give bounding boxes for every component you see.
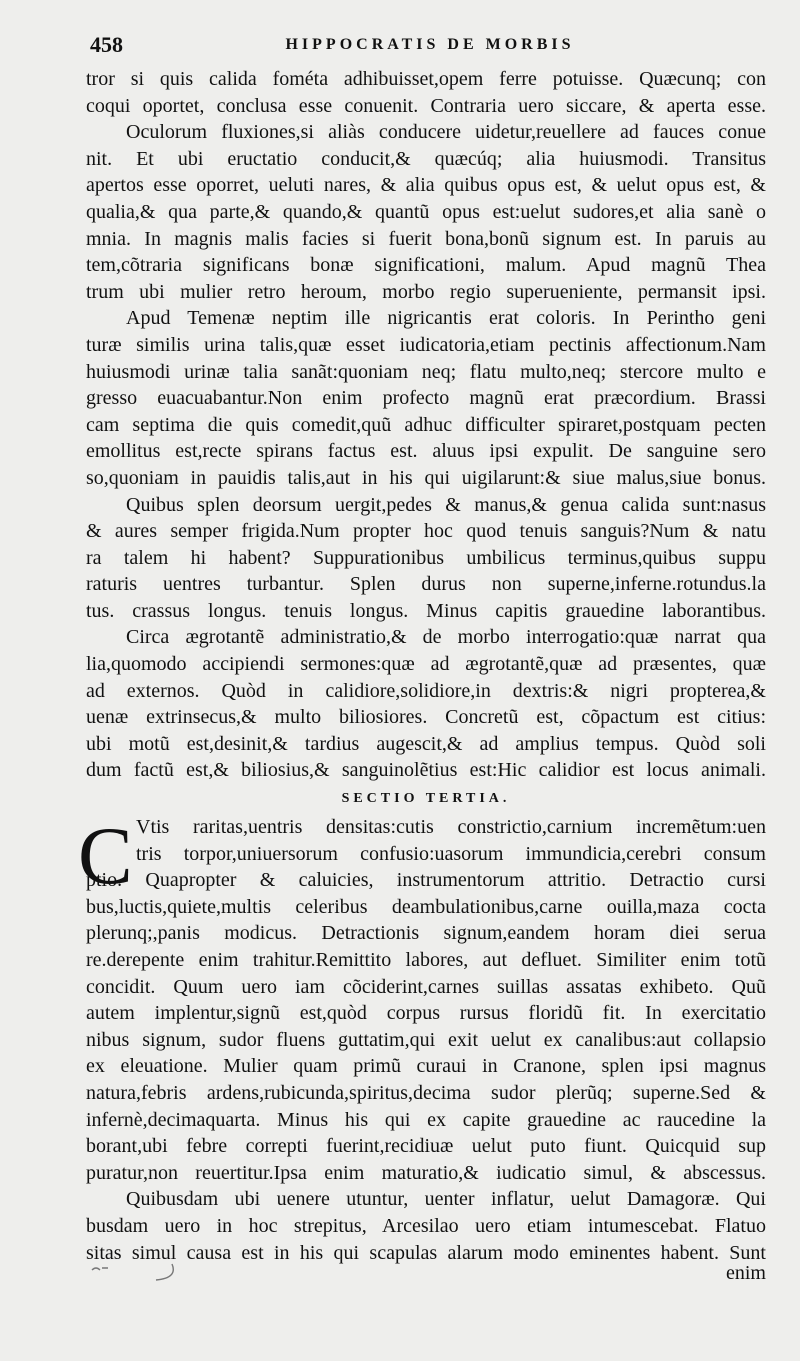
- text-line: Quibus splen deorsum uergit,pedes & manus,& genua calida sunt:nasus: [126, 493, 766, 516]
- text-line: ptio. Quapropter & caluicies, instrumentorum attritio. Detractio cursi: [86, 869, 766, 892]
- text-line: ex eleuatione. Mulier quam primũ curaui in Cranone, splen ipsi magnus: [86, 1055, 766, 1078]
- catchword: enim: [726, 1262, 766, 1284]
- text-line: natura,febris ardens,rubicunda,spiritus,decima sudor plerũq; superne.Sed &: [86, 1081, 766, 1104]
- section-title: SECTIO TERTIA.: [341, 791, 511, 807]
- text-line: plerunq;,panis modicus. Detractionis signum,eandem horam diei serua: [86, 922, 766, 945]
- text-line: ra talem hi habent? Suppurationibus umbilicus terminus,quibus suppu: [86, 546, 766, 569]
- text-line: so,quoniam in pauidis talis,aut in his qui uigilarunt:& siue malus,siue bonus.: [86, 466, 766, 489]
- text-line: busdam uero in hoc strepitus, Arcesilao uero etiam intumescebat. Flatuo: [86, 1214, 766, 1237]
- page-header: [90, 32, 770, 62]
- text-line: sitas simul causa est in his qui scapulas alarum modo eminentes habent. Sunt: [86, 1241, 766, 1264]
- text-line: Quibusdam ubi uenere utuntur, uenter inflatur, uelut Damagoræ. Qui: [126, 1188, 766, 1211]
- text-line: turæ similis urina talis,quæ esset iudicatoria,etiam pectinis affectionum.Nam: [86, 333, 766, 356]
- text-line: raturis uentres turbantur. Splen durus non superne,inferne.rotundus.la: [86, 573, 766, 596]
- text-line: lia,quomodo accipiendi sermones:quæ ad ægrotantẽ,quæ ad præsentes, quæ: [86, 653, 766, 676]
- text-line: coqui oportet, conclusa esse conuenit. Contraria uero siccare, & aperta esse.: [86, 94, 766, 117]
- drop-cap: C: [78, 810, 133, 902]
- text-line: autem implentur,signũ est,quòd corpus rursus floridũ fit. In exercitatio: [86, 1002, 766, 1025]
- text-line: borant,ubi febre correpti fuerint,recidiuæ uelut puto fiunt. Quicquid sup: [86, 1135, 766, 1158]
- text-line: re.derepente enim trahitur.Remittito labores, aut defluet. Similiter enim totũ: [86, 949, 766, 971]
- text-line: mnia. In magnis malis facies si fuerit bona,bonũ signum est. In paruis au: [86, 227, 766, 250]
- text-block-after: [86, 814, 766, 1266]
- text-line: Apud Temenæ neptim ille nigricantis erat coloris. In Perintho geni: [126, 307, 766, 330]
- text-line: bus,luctis,quiete,multis celeribus deambulationibus,carne ouilla,maza cocta: [86, 895, 766, 918]
- text-line: Vtis raritas,uentris densitas:cutis constrictio,carnium incremẽtum:uen: [136, 816, 766, 839]
- text-line: cam septima die quis comedit,quũ adhuc difficulter spiraret,postquam pecten: [86, 413, 766, 436]
- text-line: emollitus est,recte spirans factus est. aluus ipsi expulit. De sanguine sero: [86, 440, 766, 463]
- page-number: 458: [90, 32, 123, 57]
- text-line: nit. Et ubi eructatio conducit,& quæcúq; alia huiusmodi. Transitus: [86, 147, 766, 170]
- text-line: huiusmodi urinæ talia sanãt:quoniam neq; flatu multo,neq; stercore multo e: [86, 360, 766, 383]
- text-line: ubi motũ est,desinit,& tardius augescit,& ad amplius tempus. Quòd soli: [86, 732, 766, 755]
- body-text: [78, 66, 766, 1266]
- section-opening: [78, 810, 766, 1266]
- text-line: concidit. Quum uero iam cõciderint,carnes suillas assatas exhibeto. Quũ: [86, 975, 766, 998]
- text-line: dum factũ est,& biliosius,& sanguinolẽtius est:Hic calidior est locus animali.: [86, 759, 766, 782]
- text-line: & aures semper frigida.Num propter hoc quod tenuis sanguis?Num & natu: [86, 520, 766, 543]
- text-line: uenæ extrinsecus,& multo biliosiores. Concretũ est, cõpactum est citius:: [86, 706, 766, 729]
- ink-smudge: [84, 1256, 204, 1286]
- text-line: apertos esse oporret, ueluti nares, & alia quibus opus est, & uelut opus est, &: [86, 174, 766, 197]
- text-line: infernè,decimaquarta. Minus his qui ex capite grauedine ac raucedine la: [86, 1108, 766, 1131]
- text-line: gresso euacuabantur.Non enim profecto magnũ erat præcordium. Brassi: [86, 387, 766, 410]
- text-line: puratur,non reuertitur.Ipsa enim maturatio,& iudicatio simul, & abscessus.: [86, 1161, 766, 1184]
- text-line: tror si quis calida fométa adhibuisset,opem ferre potuisse. Quæcunq; con: [86, 68, 766, 90]
- running-head: HIPPOCRATIS DE MORBIS: [285, 36, 575, 53]
- text-line: ad externos. Quòd in calidiore,solidiore,in dextris:& nigri propterea,&: [86, 679, 766, 702]
- text-line: tem,cõtraria significans bonæ significationi, malum. Apud magnũ Thea: [86, 254, 766, 277]
- text-line: Circa ægrotantẽ administratio,& de morbo interrogatio:quæ narrat qua: [126, 626, 766, 649]
- text-line: tus. crassus longus. tenuis longus. Minus capitis grauedine laborantibus.: [86, 599, 766, 622]
- text-line: tris torpor,uniuersorum confusio:uasorum immundicia,cerebri consum: [136, 842, 766, 865]
- text-block-before: [86, 66, 766, 784]
- text-line: qualia,& qua parte,& quando,& quantũ opus est:uelut sudores,et alia sanè o: [86, 200, 766, 223]
- text-line: trum ubi mulier retro heroum, morbo regio superueniente, permansit ipsi.: [86, 280, 766, 303]
- text-line: nibus signum, sudor fluens guttatim,qui exit uelut ex canalibus:aut collapsio: [86, 1028, 766, 1051]
- text-line: Oculorum fluxiones,si aliàs conducere uidetur,reuellere ad fauces conue: [126, 121, 766, 144]
